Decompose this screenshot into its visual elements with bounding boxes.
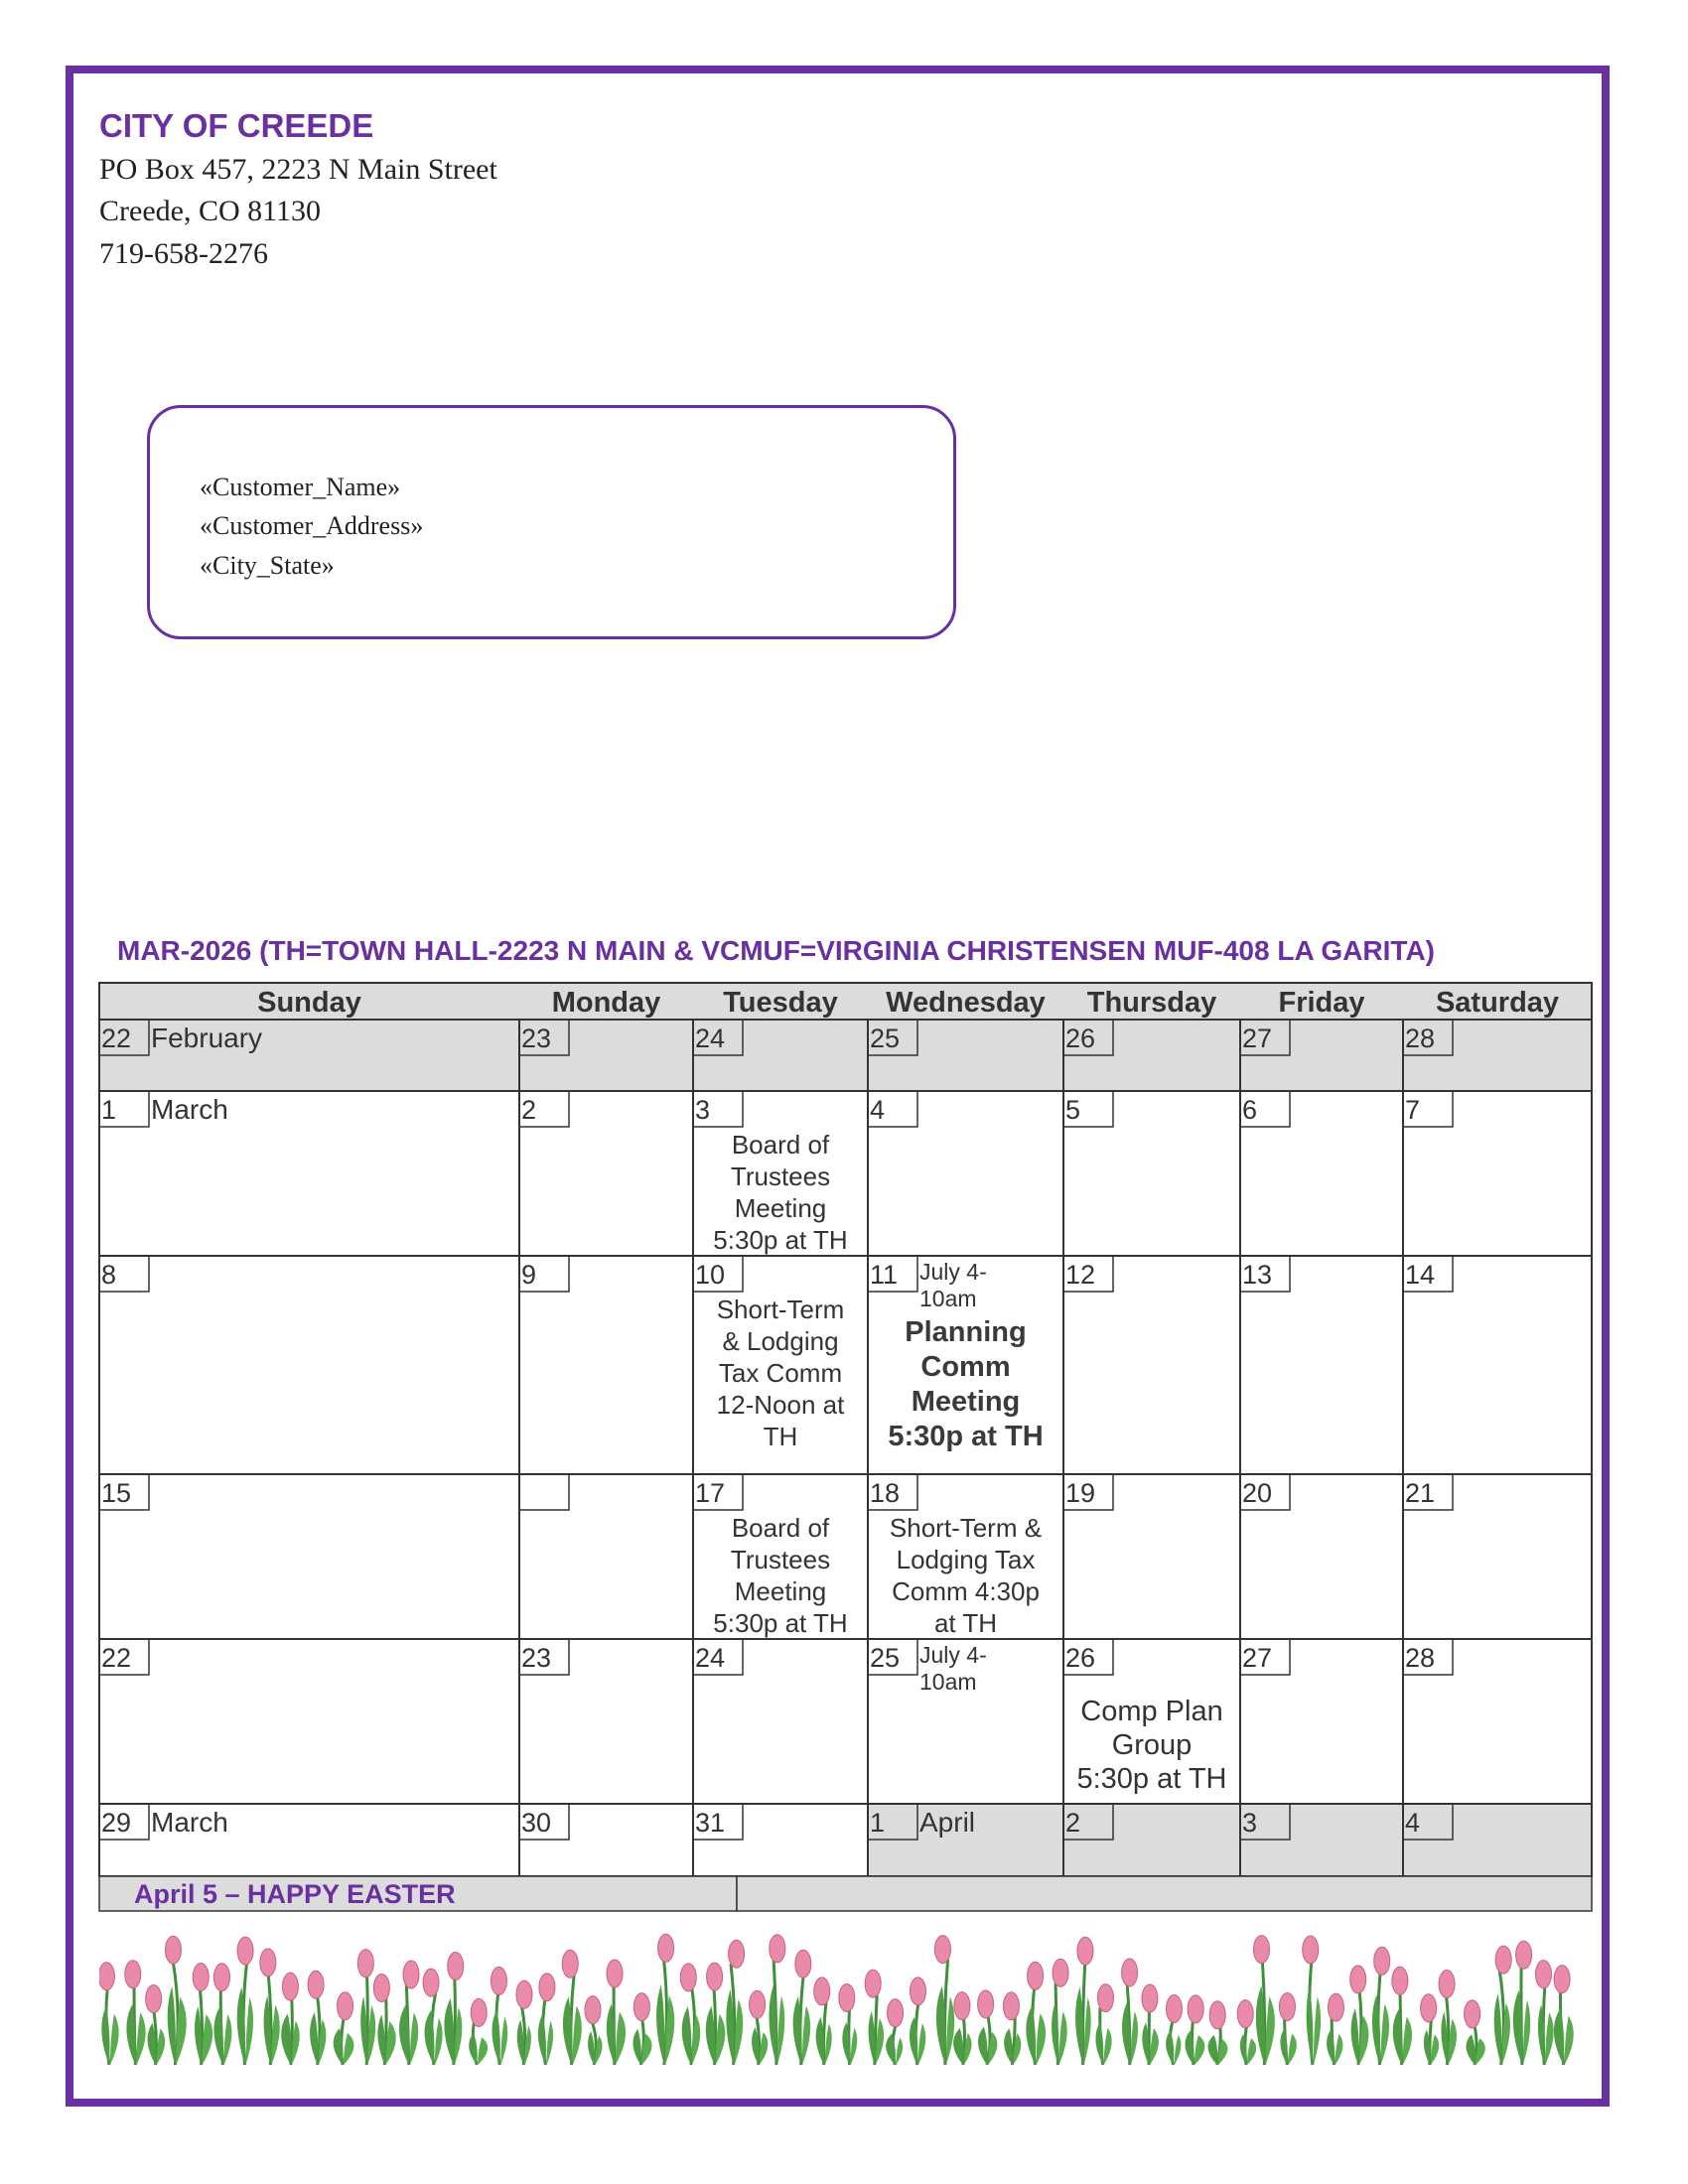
tulip-flower — [865, 1970, 881, 1997]
tulip-flower — [282, 1973, 298, 2000]
tulip-border-illustration — [99, 1916, 1584, 2065]
event-text: Meeting — [734, 1193, 827, 1223]
date-number: 11 — [870, 1260, 899, 1290]
tulip-flower — [1122, 1959, 1138, 1986]
event-text: Tax Comm — [718, 1358, 843, 1388]
tulip-flower — [1253, 1936, 1269, 1964]
calendar-cell — [868, 1091, 1063, 1256]
date-number: 3 — [695, 1095, 711, 1125]
tulip-flower — [910, 1978, 925, 2005]
day-header-wednesday: Wednesday — [886, 987, 1046, 1019]
tulip-flower — [1188, 1995, 1203, 2023]
tulip-flower — [125, 1961, 141, 1988]
tulip-flower — [585, 1996, 601, 2024]
tulip-flower — [1374, 1947, 1390, 1975]
date-number: 18 — [870, 1478, 901, 1508]
organization-name: CITY OF CREEDE — [99, 107, 374, 144]
tulip-flower — [1003, 1992, 1019, 2020]
date-number: 20 — [1242, 1478, 1273, 1508]
tulip-flower — [1495, 1946, 1511, 1974]
tulip-flower — [237, 1937, 253, 1965]
event-text: Board of — [731, 1513, 830, 1543]
date-number: 22 — [101, 1643, 132, 1673]
date-number: 28 — [1405, 1024, 1436, 1053]
calendar-cell — [99, 1474, 519, 1639]
tulip-flower — [750, 1990, 766, 2018]
event-text: 5:30p at TH — [713, 1608, 848, 1638]
day-header-monday: Monday — [551, 987, 661, 1019]
date-number: 2 — [1065, 1808, 1081, 1838]
tulip-flower — [1350, 1966, 1366, 1993]
tulip-flower — [308, 1971, 324, 1998]
calendar-cell — [1063, 1091, 1240, 1256]
tulip-flower — [1028, 1962, 1044, 1989]
tulip-flower — [193, 1963, 209, 1990]
tulip-flower — [338, 1992, 353, 2020]
event-text: Short-Term & — [889, 1513, 1043, 1543]
calendar-cell — [519, 1091, 693, 1256]
address-line-1: PO Box 457, 2223 N Main Street — [99, 153, 497, 186]
event-text: & Lodging — [722, 1326, 839, 1356]
event-text: 5:30p at TH — [1076, 1763, 1227, 1795]
date-number: 7 — [1405, 1095, 1421, 1125]
event-text: 5:30p at TH — [713, 1225, 848, 1255]
date-number: 21 — [1405, 1478, 1436, 1508]
date-number: 1 — [870, 1808, 886, 1838]
date-number: 24 — [695, 1024, 726, 1053]
tulip-flower — [680, 1964, 696, 1991]
tulip-flower — [165, 1936, 181, 1964]
tulip-flower — [1392, 1967, 1408, 1994]
calendar-cell — [1403, 1091, 1592, 1256]
date-number: 4 — [870, 1095, 886, 1125]
date-number: 26 — [1065, 1643, 1096, 1673]
calendar-cell — [99, 1256, 519, 1474]
date-number: 23 — [521, 1024, 552, 1053]
merge-field-city-state: «City_State» — [200, 551, 335, 580]
tulip-flower — [729, 1940, 745, 1968]
date-number: 26 — [1065, 1024, 1096, 1053]
tulip-flower — [423, 1969, 439, 1996]
date-number: 13 — [1242, 1260, 1273, 1290]
tulip-flower — [1142, 1984, 1158, 2012]
date-number: 30 — [521, 1808, 552, 1838]
date-number: 17 — [695, 1478, 726, 1508]
merge-field-customer-name: «Customer_Name» — [200, 473, 401, 501]
calendar-title: MAR-2026 (TH=TOWN HALL-2223 N MAIN & VCMUF=VIRGINIA CHRISTENSEN MUF-408 LA GARITA) — [117, 935, 1435, 966]
date-number: 3 — [1242, 1808, 1258, 1838]
date-number: 10 — [695, 1260, 726, 1290]
tulip-flower — [213, 1964, 229, 1991]
day-header-sunday: Sunday — [257, 987, 361, 1019]
merge-field-customer-address: «Customer_Address» — [200, 511, 424, 540]
footer-blank-band — [737, 1876, 1592, 1911]
tulip-flower — [357, 1950, 373, 1978]
tulip-flower — [562, 1950, 578, 1978]
date-number: 31 — [695, 1808, 726, 1838]
tulip-flower — [1421, 1994, 1437, 2022]
date-number: 14 — [1405, 1260, 1436, 1290]
event-text: Comm 4:30p — [892, 1576, 1040, 1606]
tulip-flower — [814, 1978, 830, 2005]
event-text: Comp Plan — [1080, 1696, 1223, 1727]
date-number: 24 — [695, 1643, 726, 1673]
tulip-flower — [633, 1993, 649, 2021]
date-number: 29 — [101, 1808, 132, 1838]
tulip-flower — [1328, 1993, 1343, 2021]
event-note: July 4- — [919, 1642, 987, 1668]
tulip-flower — [658, 1934, 674, 1962]
tulip-flower — [260, 1949, 276, 1977]
easter-note: April 5 – HAPPY EASTER — [134, 1879, 456, 1909]
tulip-flower — [888, 1999, 904, 2027]
date-number: 2 — [521, 1095, 537, 1125]
tulip-flower — [1279, 1992, 1295, 2020]
event-text-large: Meeting — [911, 1386, 1021, 1418]
event-note: July 4- — [919, 1259, 987, 1285]
tulip-flower — [471, 1998, 487, 2026]
tulip-flower — [795, 1950, 811, 1978]
date-number: 8 — [101, 1260, 117, 1290]
date-number: 5 — [1065, 1095, 1081, 1125]
tulip-flower — [839, 1983, 855, 2011]
event-text-large: 5:30p at TH — [888, 1421, 1044, 1452]
event-text-large: Planning — [905, 1316, 1027, 1348]
event-text: 12-Noon at — [716, 1390, 845, 1420]
tulip-flower — [146, 1985, 162, 2013]
tulip-flower — [448, 1953, 464, 1980]
tulip-flower — [403, 1961, 419, 1988]
tulip-flower — [707, 1963, 723, 1990]
event-text-large: Comm — [920, 1351, 1011, 1383]
month-label: February — [151, 1023, 263, 1053]
event-note: 10am — [919, 1669, 977, 1695]
day-header-friday: Friday — [1278, 987, 1365, 1019]
date-number: 1 — [101, 1095, 117, 1125]
date-number: 12 — [1065, 1260, 1096, 1290]
tulip-flower — [491, 1967, 506, 1994]
tulip-flower — [1465, 2000, 1480, 2028]
calendar-cell — [1240, 1091, 1403, 1256]
phone-number: 719-658-2276 — [99, 237, 268, 270]
date-number: 19 — [1065, 1478, 1096, 1508]
calendar-cell — [519, 1474, 693, 1639]
tulip-flower — [1098, 1984, 1114, 2012]
date-number: 25 — [870, 1024, 901, 1053]
calendar-cell — [519, 1256, 693, 1474]
event-text: Short-Term — [716, 1295, 845, 1324]
event-text: Trustees — [730, 1545, 831, 1574]
date-number: 22 — [101, 1024, 132, 1053]
month-label: March — [151, 1094, 228, 1125]
tulip-flower — [1439, 1970, 1455, 1997]
day-header-saturday: Saturday — [1435, 987, 1560, 1019]
tulip-flower — [1516, 1941, 1532, 1969]
calendar-cell — [99, 1639, 519, 1804]
tulip-flower — [954, 1992, 970, 2020]
day-header-thursday: Thursday — [1086, 987, 1217, 1019]
date-number: 27 — [1242, 1024, 1273, 1053]
tulip-flower — [1166, 1994, 1182, 2022]
address-line-2: Creede, CO 81130 — [99, 195, 322, 227]
tulip-flower — [516, 1980, 532, 2008]
event-text: TH — [763, 1422, 798, 1451]
date-number: 23 — [521, 1643, 552, 1673]
event-text: at TH — [933, 1608, 998, 1638]
tulip-flower — [1209, 2001, 1225, 2029]
day-header-tuesday: Tuesday — [723, 987, 838, 1019]
event-text: Meeting — [734, 1576, 827, 1606]
tulip-flower — [978, 1990, 994, 2018]
tulip-flower — [99, 1963, 114, 1990]
tulip-flower — [1303, 1936, 1319, 1964]
tulip-flower — [607, 1960, 623, 1987]
event-text: Group — [1111, 1729, 1193, 1761]
tulip-flower — [770, 1935, 785, 1963]
tulip-flower — [1077, 1937, 1093, 1965]
date-number: 27 — [1242, 1643, 1273, 1673]
date-number: 25 — [870, 1643, 901, 1673]
event-text: Lodging Tax — [896, 1545, 1036, 1574]
tulip-flower — [1053, 1959, 1068, 1986]
month-label: April — [919, 1807, 976, 1838]
tulip-flower — [1535, 1961, 1551, 1988]
event-text: Board of — [731, 1130, 830, 1160]
tulip-flower — [539, 1974, 555, 2001]
date-number: 9 — [521, 1260, 537, 1290]
date-number: 15 — [101, 1478, 132, 1508]
event-text: Trustees — [730, 1161, 831, 1191]
tulip-flower — [373, 1974, 389, 2001]
tulip-flower — [1237, 2000, 1253, 2028]
date-number: 28 — [1405, 1643, 1436, 1673]
date-number: 6 — [1242, 1095, 1258, 1125]
tulip-flower — [1554, 1966, 1570, 1993]
event-note: 10am — [919, 1286, 977, 1311]
tulip-flower — [934, 1936, 950, 1964]
month-label: March — [151, 1807, 228, 1838]
date-number: 4 — [1405, 1808, 1421, 1838]
